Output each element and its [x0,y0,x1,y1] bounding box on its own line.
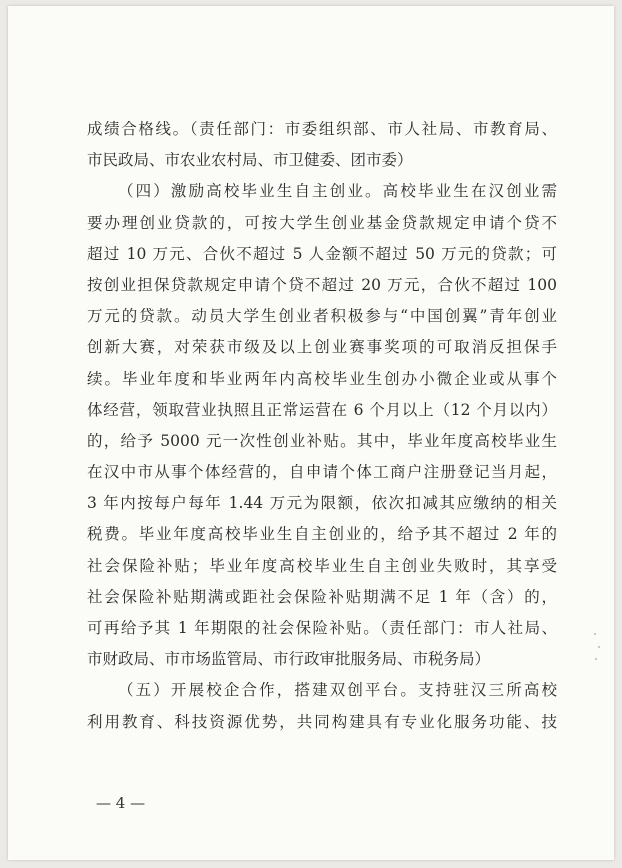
text-line: 在汉中市从事个体经营的，自申请个体工商户注册登记当月起， [87,463,557,482]
text-line: 成绩合格线。（责任部门：市委组织部、市人社局、市教育局、 [87,120,557,138]
text-line: 的，给予 5000 元一次性创业补贴。其中，毕业年度高校毕业生 [87,431,557,450]
page-number: — 4 — [96,794,146,812]
scan-speck [594,633,596,635]
scan-speck [598,646,600,648]
text-line: 万元的贷款。动员大学生创业者积极参与“中国创翼”青年创业 [87,307,557,326]
text-line: 创新大赛，对荣获市级及以上创业赛事奖项的可取消反担保手 [87,338,557,357]
text-line: 3 年内按每户每年 1.44 万元为限额，依次扣减其应缴纳的相关 [87,494,557,513]
text-line: （四）激励高校毕业生自主创业。高校毕业生在汉创业需 [118,182,557,201]
text-line: 续。毕业年度和毕业两年内高校毕业生创办小微企业或从事个 [87,369,557,388]
document-page [8,6,614,860]
text-line: 体经营，领取营业执照且正常运营在 6 个月以上（12 个月以内） [87,400,557,419]
text-line: 可再给予其 1 年期限的社会保险补贴。（责任部门：市人社局、 [87,619,557,637]
text-line: 利用教育、科技资源优势，共同构建具有专业化服务功能、技 [87,712,557,731]
document-body [87,114,557,738]
text-line: 市财政局、市市场监管局、市行政审批服务局、市税务局） [87,650,491,669]
text-line: （五）开展校企合作，搭建双创平台。支持驻汉三所高校 [118,681,557,700]
text-line: 要办理创业贷款的，可按大学生创业基金贷款规定申请个贷不 [87,213,557,232]
text-line: 按创业担保贷款规定申请个贷不超过 20 万元，合伙不超过 100 [87,275,557,294]
text-line: 社会保险补贴期满或距社会保险补贴期满不足 1 年（含）的， [87,587,557,606]
text-line: 超过 10 万元、合伙不超过 5 人金额不超过 50 万元的贷款；可 [87,244,557,263]
text-line: 市民政局、市农业农村局、市卫健委、团市委） [87,151,413,170]
text-line: 社会保险补贴；毕业年度高校毕业生自主创业失败时，其享受 [87,556,557,575]
text-line: 税费。毕业年度高校毕业生自主创业的，给予其不超过 2 年的 [87,525,557,544]
scan-speck [595,658,597,660]
